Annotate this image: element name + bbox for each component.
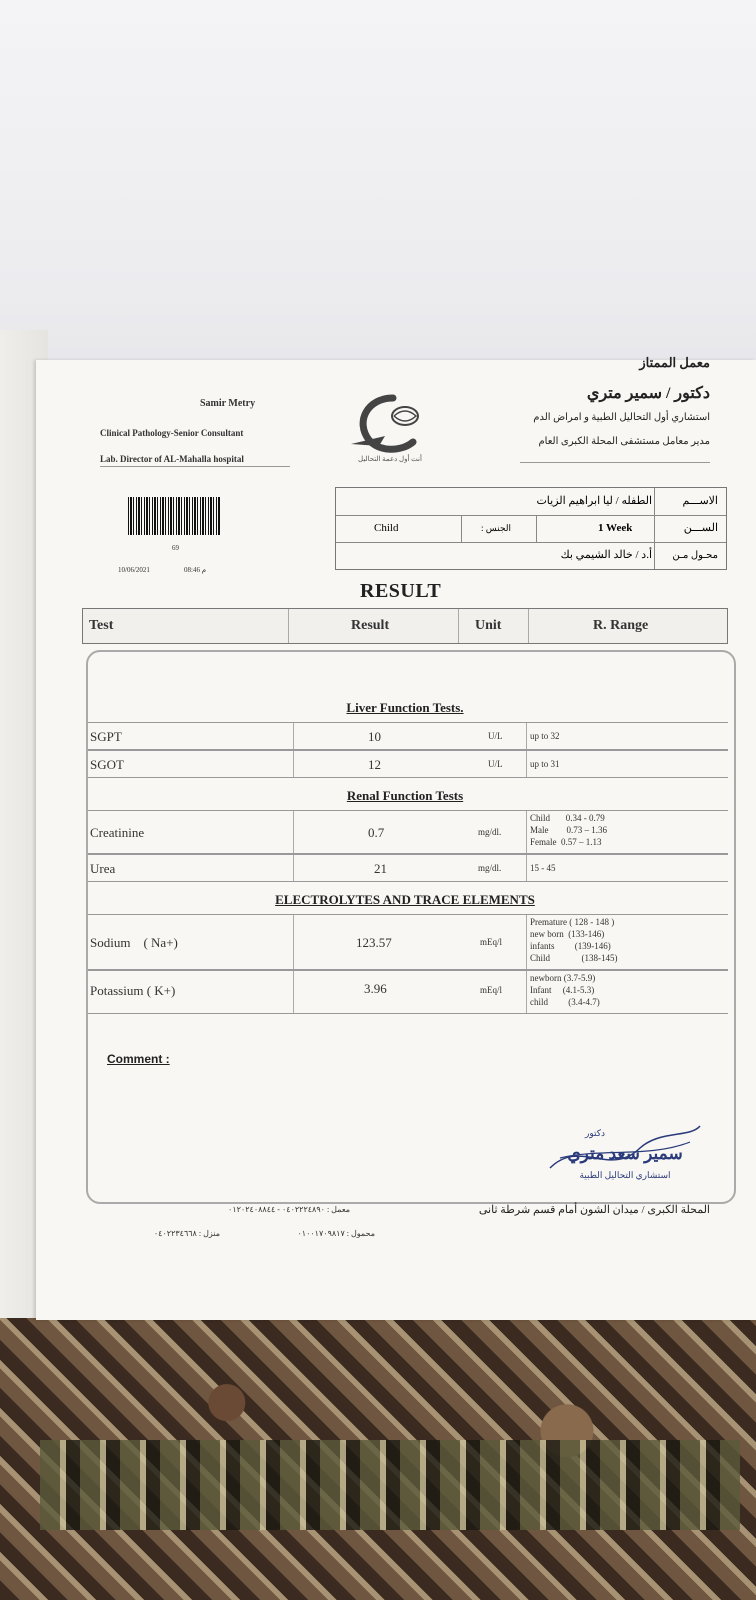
signature-role: استشاري التحاليل الطبية [579,1170,671,1180]
sgot-range: up to 31 [530,759,560,769]
referral-value: أ.د / خالد الشيمي بك [560,549,652,561]
doctor-title-english-1: Clinical Pathology-Senior Consultant [100,428,244,438]
footer-mobile: محمول : ٠١٠٠١٧٠٩٨١٧ [297,1229,375,1238]
cell-divider [654,515,655,542]
urea-range: 15 - 45 [530,863,556,873]
potassium-range-infant: Infant (4.1-5.3) [530,985,595,995]
sodium-test: Sodium ( Na+) [90,935,178,950]
creatinine-range-child: Child 0.34 - 0.79 [530,813,605,823]
col-divider [526,723,527,749]
header-divider-left [100,466,290,467]
col-divider [526,971,527,1013]
potassium-unit: mEq/l [480,985,502,995]
table-row [88,810,728,854]
col-test: Test [89,618,114,633]
cell-divider [461,515,462,542]
comment-label: Comment : [107,1052,170,1066]
creatinine-unit: mg/dl. [478,827,502,837]
doctor-name-arabic: دكتور / سمير متري [586,385,710,402]
col-divider [293,971,294,1013]
table-header [82,608,728,644]
sgpt-test: SGPT [90,729,122,744]
col-divider [526,811,527,853]
doctor-title-arabic-2: مدير معامل مستشفى المحلة الكبرى العام [538,436,710,447]
sodium-result: 123.57 [356,935,392,950]
creatinine-range-female: Female 0.57 – 1.13 [530,837,602,847]
potassium-range-newborn: newborn (3.7-5.9) [530,973,596,983]
patient-info-box [335,487,727,570]
barcode-number: 69 [172,544,179,552]
report-time: 08:46 م [184,566,207,574]
col-divider [293,751,294,777]
urea-result: 21 [374,861,387,876]
col-divider [293,855,294,881]
section-renal: Renal Function Tests [346,788,464,803]
signature-title: دكتور [585,1128,606,1138]
sodium-range-newborn: new born (133-146) [530,929,605,939]
header-divider-right [520,462,710,463]
col-divider [288,609,289,643]
patient-age-row [336,515,726,543]
table-row [88,854,728,882]
table-row [88,970,728,1014]
col-divider [526,751,527,777]
carpet-band [40,1440,740,1530]
col-divider [528,609,529,643]
col-divider [293,811,294,853]
cell-divider [654,488,655,515]
patient-name-label: الاســـم [682,495,718,507]
urea-unit: mg/dl. [478,863,502,873]
section-electrolytes: ELECTROLYTES AND TRACE ELEMENTS [275,892,535,907]
referral-label: محـول مـن [672,550,718,561]
doctor-name-english: Samir Metry [200,398,256,409]
creatinine-result: 0.7 [368,825,385,840]
patient-referral-row [336,542,726,569]
sodium-unit: mEq/l [480,937,502,947]
sodium-range-child: Child (138-145) [530,953,618,963]
col-divider [526,855,527,881]
cell-divider [536,515,537,542]
doctor-title-arabic-1: استشاري أول التحاليل الطبية و امراض الدم [533,412,710,423]
footer-lab-phone: معمل : ٠٤٠٢٢٢٤٨٩٠ - ٠١٢٠٢٤٠٨٨٤٤ [228,1205,350,1214]
table-row [88,750,728,778]
lab-name-arabic: معمل الممتاز [639,355,710,370]
col-divider [526,915,527,969]
footer-address: المحلة الكبرى / ميدان الشون أمام قسم شرطة ثانى [478,1204,710,1216]
logo-caption: أنت أول دعمة التحاليل [358,455,422,463]
col-result: Result [351,618,390,633]
sgot-result: 12 [368,757,381,772]
sgot-unit: U/L [488,759,503,769]
sodium-range-infants: infants (139-146) [530,941,611,951]
sodium-range-premature: Premature ( 128 - 148 ) [530,917,615,927]
patient-age-value: 1 Week [598,522,633,534]
sgpt-range: up to 32 [530,731,560,741]
signature-name: سمير سعد متري [567,1144,683,1163]
footer-home-phone: منزل : ٠٤٠٢٢٣٤٦٦٨ [153,1229,220,1238]
lab-logo-icon [345,392,435,462]
potassium-test: Potassium ( K+) [90,983,176,998]
patient-name-row [336,488,726,516]
sgot-test: SGOT [90,757,124,772]
col-divider [293,915,294,969]
potassium-range-child: child (3.4-4.7) [530,997,600,1007]
table-row [88,914,728,970]
creatinine-range-male: Male 0.73 – 1.36 [530,825,607,835]
col-range: R. Range [593,618,649,633]
patient-sex-label: الجنس : [481,523,511,533]
col-unit: Unit [475,618,502,633]
patient-name-value: الطفله / ليا ابراهيم الزيات [536,495,652,507]
creatinine-test: Creatinine [90,825,145,840]
col-divider [458,609,459,643]
section-liver: Liver Function Tests. [346,700,464,715]
report-date: 10/06/2021 [118,566,150,574]
urea-test: Urea [90,861,116,876]
report-title: RESULT [360,580,442,602]
potassium-result: 3.96 [364,981,387,996]
sgpt-unit: U/L [488,731,503,741]
patient-age-label: الســـن [683,522,718,534]
table-row [88,722,728,750]
patient-sex-value: Child [374,522,399,534]
barcode-image [128,497,220,535]
doctor-title-english-2: Lab. Director of AL-Mahalla hospital [100,454,244,464]
col-divider [293,723,294,749]
sgpt-result: 10 [368,729,381,744]
cell-divider [654,542,655,569]
